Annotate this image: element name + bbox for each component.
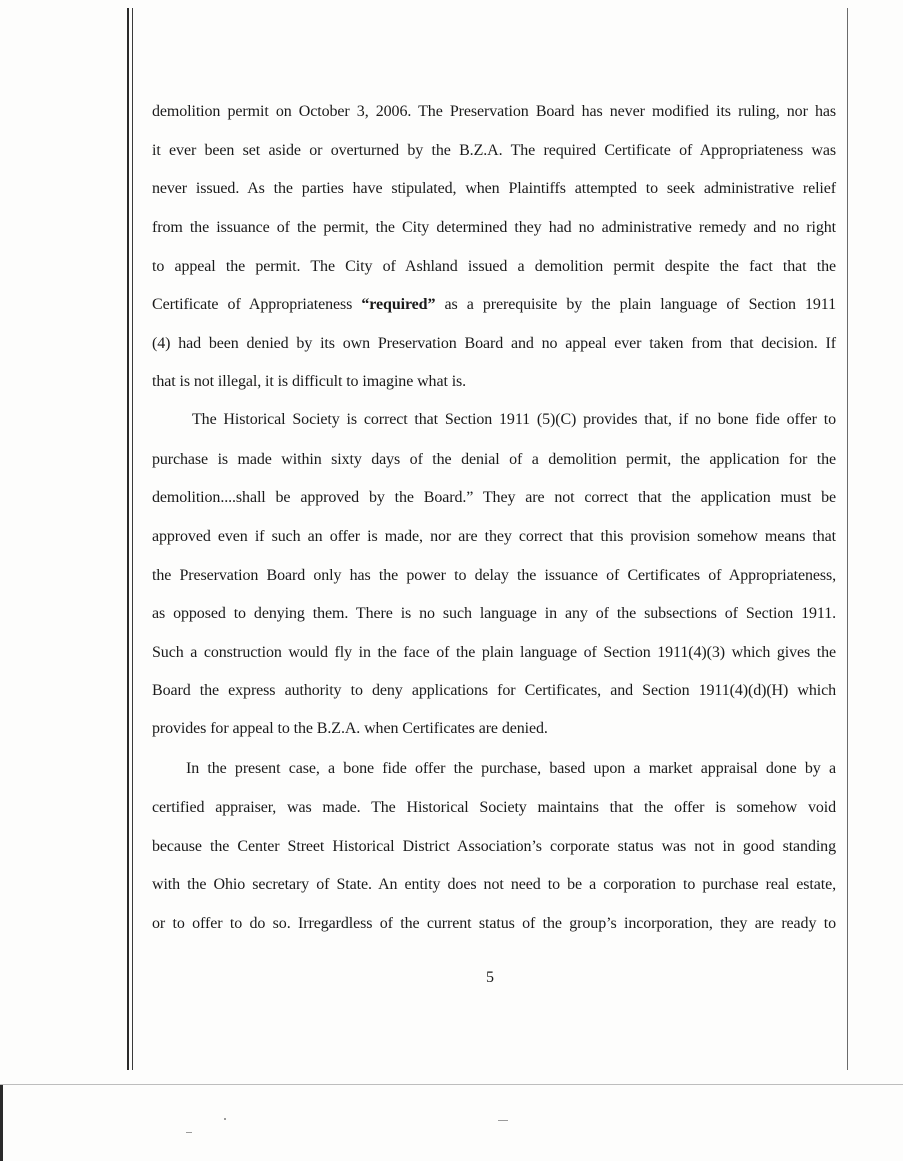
scan-edge-line — [0, 1084, 903, 1085]
text-line: or to offer to do so. Irregardless of the current status of the group’s incorporation, they are ready to — [152, 915, 836, 932]
scan-speck — [498, 1120, 508, 1121]
text-line: demolition permit on October 3, 2006. The Preservation Board has never modified its ruling, nor has — [152, 103, 836, 120]
text-line: approved even if such an offer is made, nor are they correct that this provision somehow means that — [152, 528, 836, 545]
text-line: as opposed to denying them. There is no such language in any of the subsections of Section 1911. — [152, 605, 836, 622]
text-line: certified appraiser, was made. The Historical Society maintains that the offer is somehow void — [152, 799, 836, 816]
text-line: the Preservation Board only has the power to delay the issuance of Certificates of Appropriateness, — [152, 567, 836, 584]
text-line: In the present case, a bone fide offer the purchase, based upon a market appraisal done by a — [186, 760, 836, 777]
text-line: to appeal the permit. The City of Ashland issued a demolition permit despite the fact that the — [152, 258, 836, 275]
text-line: it ever been set aside or overturned by the B.Z.A. The required Certificate of Appropriateness was — [152, 142, 836, 159]
text-line: never issued. As the parties have stipulated, when Plaintiffs attempted to seek administrative relief — [152, 180, 836, 197]
text-line: provides for appeal to the B.Z.A. when Certificates are denied. — [152, 720, 548, 737]
page-number: 5 — [486, 969, 494, 986]
text-line: from the issuance of the permit, the City determined they had no administrative remedy and no right — [152, 219, 836, 236]
text-line: that is not illegal, it is difficult to imagine what is. — [152, 373, 467, 390]
text-span: as a prerequisite by the plain language of Section 1911 — [435, 296, 836, 313]
scan-speck — [186, 1132, 192, 1133]
text-line: with the Ohio secretary of State. An entity does not need to be a corporation to purchase real estate, — [152, 876, 836, 893]
text-line: because the Center Street Historical District Association’s corporate status was not in good standing — [152, 838, 836, 855]
emphasis-required: “required” — [361, 296, 436, 313]
text-line — [152, 295, 836, 315]
text-line: purchase is made within sixty days of the denial of a demolition permit, the application for the — [152, 451, 836, 468]
text-line: (4) had been denied by its own Preservation Board and no appeal ever taken from that decision. If — [152, 335, 836, 352]
text-line: demolition....shall be approved by the Board.” They are not correct that the application must be — [152, 489, 836, 506]
left-margin-rule — [127, 8, 129, 1070]
text-line: Such a construction would fly in the face of the plain language of Section 1911(4)(3) which gives the — [152, 644, 836, 661]
right-margin-rule — [847, 8, 848, 1070]
scan-speck — [224, 1118, 226, 1120]
text-line: Board the express authority to deny applications for Certificates, and Section 1911(4)(d)(H) which — [152, 682, 836, 699]
text-span: Certificate of Appropriateness — [152, 296, 362, 313]
left-margin-rule-inner — [132, 8, 133, 1070]
scan-corner-mark — [0, 1085, 3, 1161]
text-line: The Historical Society is correct that Section 1911 (5)(C) provides that, if no bone fide offer to — [192, 411, 836, 428]
